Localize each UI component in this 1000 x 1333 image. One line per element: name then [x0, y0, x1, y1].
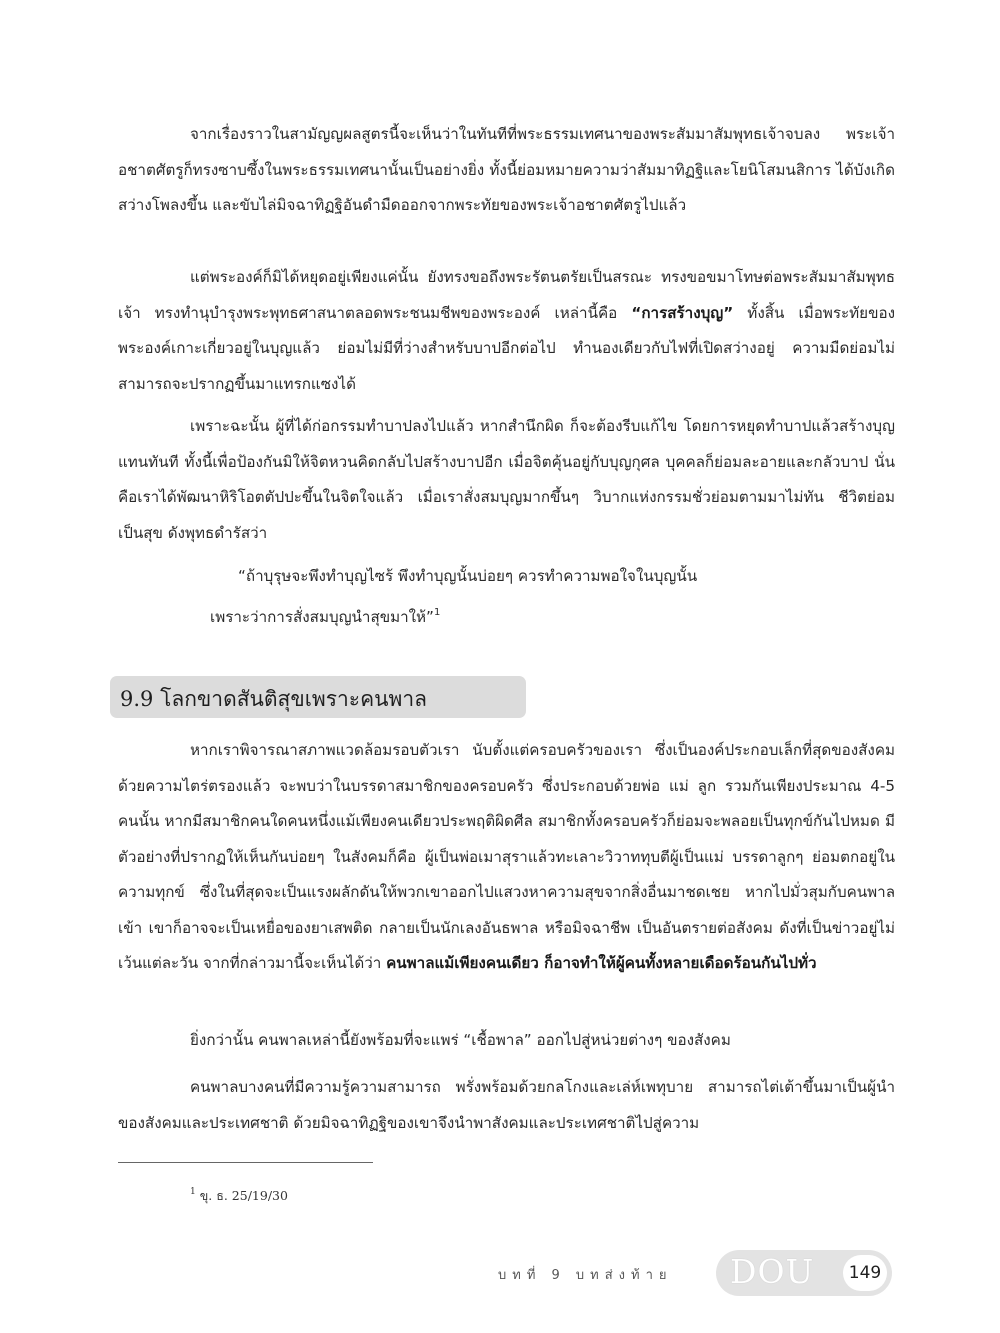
- paragraph-2-emphasis: “การสร้างบุญ”: [631, 303, 734, 322]
- footnote-divider: [118, 1162, 373, 1163]
- paragraph-5: [118, 1023, 895, 1059]
- section-heading-box: [110, 676, 526, 718]
- paragraph-2-text-b: ทั้งสิ้น เมื่อพระทัยของพระองค์เกาะเกี่ยวอยู่ในบุญแล้ว ย่อมไม่มีที่ว่างสำหรับบาปอีกต่อไป ทำนองเดียวกับไฟที่เปิดสว่างอยู่ ความมืดย่อมไม่สามารถจะปรากฏขึ้นมาแทรกแซงได้: [118, 303, 895, 393]
- quote-line-2: [210, 595, 890, 636]
- footnote-text: ขุ. ธ. 25/19/30: [199, 1188, 288, 1203]
- paragraph-2-text-a: แต่พระองค์ก็มิได้หยุดอยู่เพียงแค่นั้น ยังทรงขอถึงพระรัตนตรัยเป็นสรณะ ทรงขอขมาโทษต่อพระสัมมาสัมพุทธเจ้า ทรงทำนุบำรุงพระพุทธศาสนาตลอดพระชนมชีพของพระองค์ เหล่านี้คือ: [118, 268, 895, 322]
- paragraph-6-text: คนพาลบางคนที่มีความรู้ความสามารถ พรั่งพร้อมด้วยกลโกงและเล่ห์เพทุบาย สามารถไต่เต้าขึ้นมาเป็นผู้นำของสังคมและประเทศชาติ ด้วยมิจฉาทิฏฐิของเขาจึงนำพาสังคมและประเทศชาติไปสู่ความ: [118, 1078, 895, 1132]
- paragraph-3: [118, 409, 895, 551]
- paragraph-2: [118, 260, 895, 402]
- footnote: [190, 1186, 288, 1206]
- quote-footnote-marker: 1: [433, 606, 441, 618]
- paragraph-1: [118, 117, 895, 224]
- paragraph-5-text: ยิ่งกว่านั้น คนพาลเหล่านี้ยังพร้อมที่จะแพร่ “เชื้อพาล” ออกไปสู่หน่วยต่างๆ ของสังคม: [190, 1031, 731, 1049]
- paragraph-4-text: หากเราพิจารณาสภาพแวดล้อมรอบตัวเรา นับตั้งแต่ครอบครัวของเรา ซึ่งเป็นองค์ประกอบเล็กที่สุดของสังคมด้วยความไตร่ตรองแล้ว จะพบว่าในบรรดาสมาชิกของครอบครัว ซึ่งประกอบด้วยพ่อ แม่ ลูก รวมกันเพียงประมาณ 4-5 คนนั้น หากมีสมาชิกคนใดคนหนึ่งแม้เพียงคนเดียวประพฤติผิดศีล สมาชิกทั้งครอบครัวก็ย่อมจะพลอยเป็นทุกข์กันไปหมด มีตัวอย่างที่ปรากฏให้เห็นกันบ่อยๆ ในสังคมก็คือ ผู้เป็นพ่อเมาสุราแล้วทะเลาะวิวาททุบตีผู้เป็นแม่ บรรดาลูกๆ ย่อมตกอยู่ในความทุกข์ ซึ่งในที่สุดจะเป็นแรงผลักดันให้พวกเขาออกไปแสวงหาความสุขจากสิ่งอื่นมาชดเชย หากไปมั่วสุมกับคนพาลเข้า เขาก็อาจจะเป็นเหยื่อของยาเสพติด กลายเป็นนักเลงอันธพาล หรือมิจฉาชีพ เป็นอันตรายต่อสังคม ดังที่เป็นข่าวอยู่ไม่เว้นแต่ละวัน จากที่กล่าวมานี้จะเห็นได้ว่า: [118, 741, 895, 972]
- paragraph-4-emphasis: คนพาลแม้เพียงคนเดียว ก็อาจทำให้ผู้คนทั้งหลายเดือดร้อนกันไปทั่ว: [386, 954, 817, 972]
- section-heading: 9.9 โลกขาดสันติสุขเพราะคนพาล: [120, 687, 427, 711]
- paragraph-3-text: เพราะฉะนั้น ผู้ที่ได้ก่อกรรมทำบาปลงไปแล้ว หากสำนึกผิด ก็จะต้องรีบแก้ไข โดยการหยุดทำบาปแล้วสร้างบุญแทนทันที ทั้งนี้เพื่อป้องกันมิให้จิตหวนคิดกลับไปสร้างบาปอีก เมื่อจิตคุ้นอยู่กับบุญกุศล บุคคลก็ย่อมละอายและกลัวบาป นั่นคือเราได้พัฒนาหิริโอตตัปปะขึ้นในจิตใจแล้ว เมื่อเราสั่งสมบุญมากขึ้นๆ วิบากแห่งกรรมชั่วย่อมตามมาไม่ทัน ชีวิตย่อมเป็นสุข ดังพุทธดำรัสว่า: [118, 417, 895, 542]
- paragraph-6: [118, 1070, 895, 1141]
- paragraph-4: [118, 733, 895, 982]
- paragraph-1-text: จากเรื่องราวในสามัญญผลสูตรนี้จะเห็นว่าในทันทีที่พระธรรมเทศนาของพระสัมมาสัมพุทธเจ้าจบลง พระเจ้าอชาตศัตรูก็ทรงซาบซึ้งในพระธรรมเทศนานั้นเป็นอย่างยิ่ง ทั้งนี้ย่อมหมายความว่าสัมมาทิฏฐิและโยนิโสมนสิการ ได้บังเกิดสว่างโพลงขึ้น และขับไล่มิจฉาทิฏฐิอันดำมืดออกจากพระทัยของพระเจ้าอชาตศัตรูไปแล้ว: [118, 125, 895, 214]
- buddha-quote: [210, 559, 890, 635]
- page-badge: [716, 1250, 892, 1296]
- chapter-label: บทที่ 9 บทส่งท้าย: [498, 1268, 673, 1283]
- dou-logo: DOU: [730, 1252, 815, 1291]
- quote-line-2-text: เพราะว่าการสั่งสมบุญนำสุขมาให้”: [210, 607, 434, 626]
- page-number: 149: [843, 1255, 887, 1291]
- quote-line-1: “ถ้าบุรุษจะพึงทำบุญไซร้ พึงทำบุญนั้นบ่อยๆ ควรทำความพอใจในบุญนั้น: [238, 567, 698, 585]
- footnote-marker: 1: [190, 1187, 196, 1197]
